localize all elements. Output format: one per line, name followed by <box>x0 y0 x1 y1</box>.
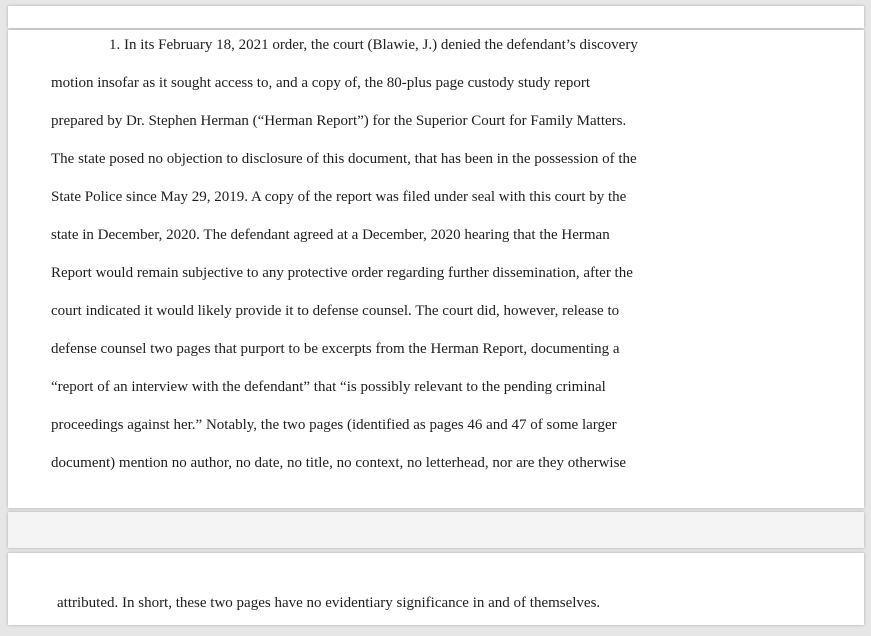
text-line: state in December, 2020. The defendant agreed at a December, 2020 hearing that the Herman <box>51 227 610 243</box>
page-top-strip <box>8 6 864 28</box>
footnote-paragraph <box>51 26 811 482</box>
text-line: court indicated it would likely provide it to defense counsel. The court did, however, release to <box>51 303 620 319</box>
text-line: prepared by Dr. Stephen Herman (“Herman Report”) for the Superior Court for Family Matters. <box>51 113 627 129</box>
text-line: defense counsel two pages that purport to be excerpts from the Herman Report, documenting a <box>51 341 620 357</box>
text-line: motion insofar as it sought access to, and a copy of, the 80-plus page custody study report <box>51 75 591 91</box>
text-line: State Police since May 29, 2019. A copy of the report was filed under seal with this court by the <box>51 189 627 205</box>
continuation-paragraph <box>57 584 817 622</box>
text-line: “report of an interview with the defendant” that “is possibly relevant to the pending criminal <box>51 379 606 395</box>
text-line: The state posed no objection to disclosure of this document, that has been in the possession of the <box>51 151 637 167</box>
text-line: proceedings against her.” Notably, the two pages (identified as pages 46 and 47 of some larger <box>51 417 617 433</box>
text-line: 1. In its February 18, 2021 order, the court (Blawie, J.) denied the defendant’s discovery <box>109 37 638 53</box>
text-line: attributed. In short, these two pages have no evidentiary significance in and of themselves. <box>57 595 601 611</box>
page-break <box>8 512 864 548</box>
text-line: Report would remain subjective to any protective order regarding further dissemination, after the <box>51 265 633 281</box>
text-line: document) mention no author, no date, no title, no context, no letterhead, nor are they otherwise <box>51 455 627 471</box>
